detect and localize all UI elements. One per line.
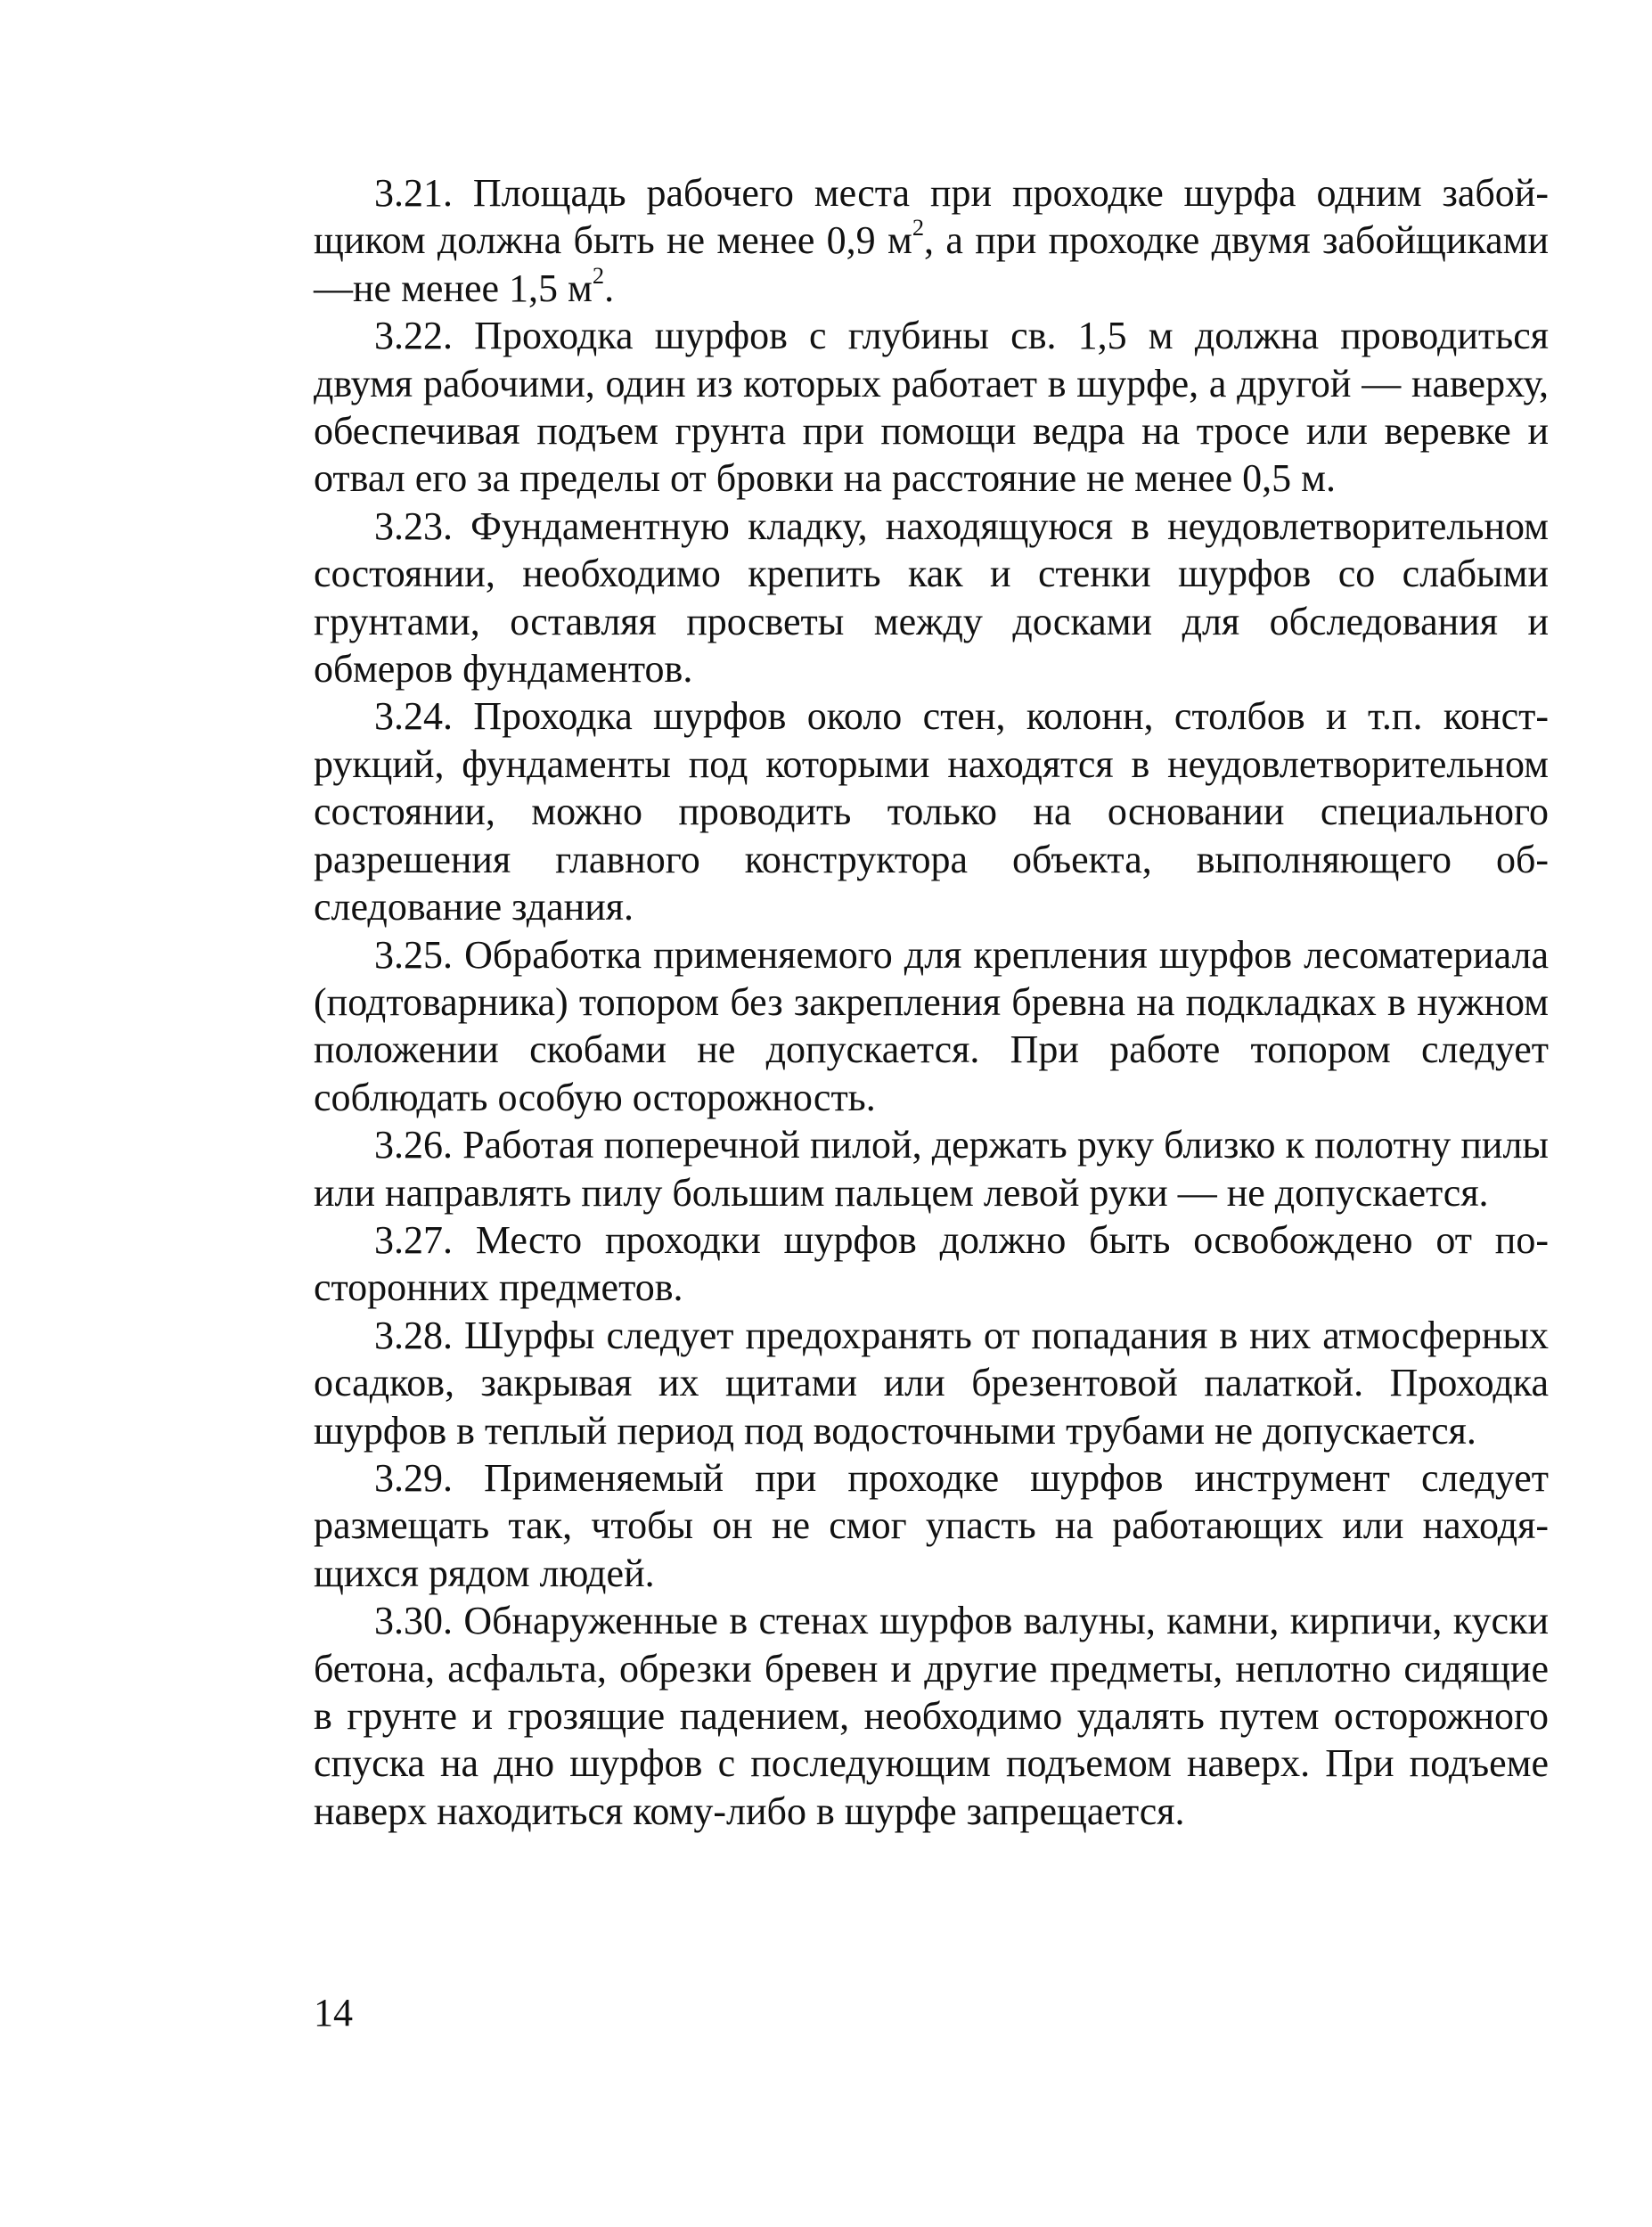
paragraph xyxy=(314,1597,1549,1835)
paragraph xyxy=(314,1216,1549,1312)
paragraph xyxy=(314,931,1549,1122)
paragraph-text: 3.23. Фундаментную кладку, находящуюся в неудовлетворительном состоянии, необходимо крепить как и стенки шурфов со слабыми грунтами, оставляя просветы между досками для обследования и обмеров фундаментов. xyxy=(314,504,1549,692)
paragraph xyxy=(314,312,1549,503)
paragraph-text: 3.26. Работая поперечной пилой, держать руку близко к полотну пилы или направлять пилу большим пальцем левой руки — не допускается. xyxy=(314,1123,1549,1215)
superscript: 2 xyxy=(912,214,925,242)
paragraph xyxy=(314,692,1549,930)
paragraph-text: 3.28. Шурфы следует предохранять от попадания в них атмосферных осадков, закрывая их щитами или брезентовой палаткой. Проходка шурфов в теплый период под водосточными трубами не допускается. xyxy=(314,1313,1549,1453)
paragraph xyxy=(314,169,1549,312)
paragraph xyxy=(314,503,1549,693)
paragraph-text: 3.27. Место проходки шурфов должно быть освобождено от посторонних предметов. xyxy=(314,1217,1549,1310)
paragraph-text: 3.21. Площадь рабочего места при проходке шурфа одним забойщиком должна быть не менее 0,9 м xyxy=(314,171,1549,263)
paragraph-text: 3.29. Применяемый при проходке шурфов инструмент следует размещать так, чтобы он не смог упасть на работающих или находящихся рядом людей. xyxy=(314,1455,1549,1595)
paragraph-text: 3.30. Обнаруженные в стенах шурфов валуны, камни, кирпичи, куски бетона, асфальта, обрезки бревен и другие предметы, неплотно сидящие в грунте и грозящие падением, необходимо удалять путем осторожного спуска на дно шурфов с последующим подъемом наверх. При подъеме наверх находиться кому-либо в шурфе запрещается. xyxy=(314,1599,1549,1833)
superscript: 2 xyxy=(592,262,605,290)
paragraph xyxy=(314,1121,1549,1216)
body-text xyxy=(314,169,1549,1835)
paragraph-text: 3.24. Проходка шурфов около стен, колонн, столбов и т.п. конструкций, фундаменты под которыми находятся в неудовлетворительном состоянии, можно проводить только на основании специального разрешения главного конструктора объекта, выполняющего обследование здания. xyxy=(314,694,1549,929)
paragraph xyxy=(314,1454,1549,1597)
paragraph-text: 3.22. Проходка шурфов с глубины св. 1,5 м должна проводиться двумя рабочими, один из которых работает в шурфе, а другой — наверху, обеспечивая подъем грунта при помощи ведра на тросе или веревке и отвал его за пределы от бровки на расстояние не менее 0,5 м. xyxy=(314,314,1549,501)
page-number: 14 xyxy=(314,1991,353,2035)
paragraph xyxy=(314,1312,1549,1454)
paragraph-text: , а при проходке двумя забойщиками —не менее 1,5 м xyxy=(314,218,1549,310)
paragraph-text: 3.25. Обработка применяемого для крепления шурфов лесоматериала (подтоварника) топором без закрепления бревна на подкладках в нужном положении скобами не допускается. При работе топором следует соблюдать особую осторожность. xyxy=(314,932,1549,1119)
paragraph-text: . xyxy=(604,266,615,310)
